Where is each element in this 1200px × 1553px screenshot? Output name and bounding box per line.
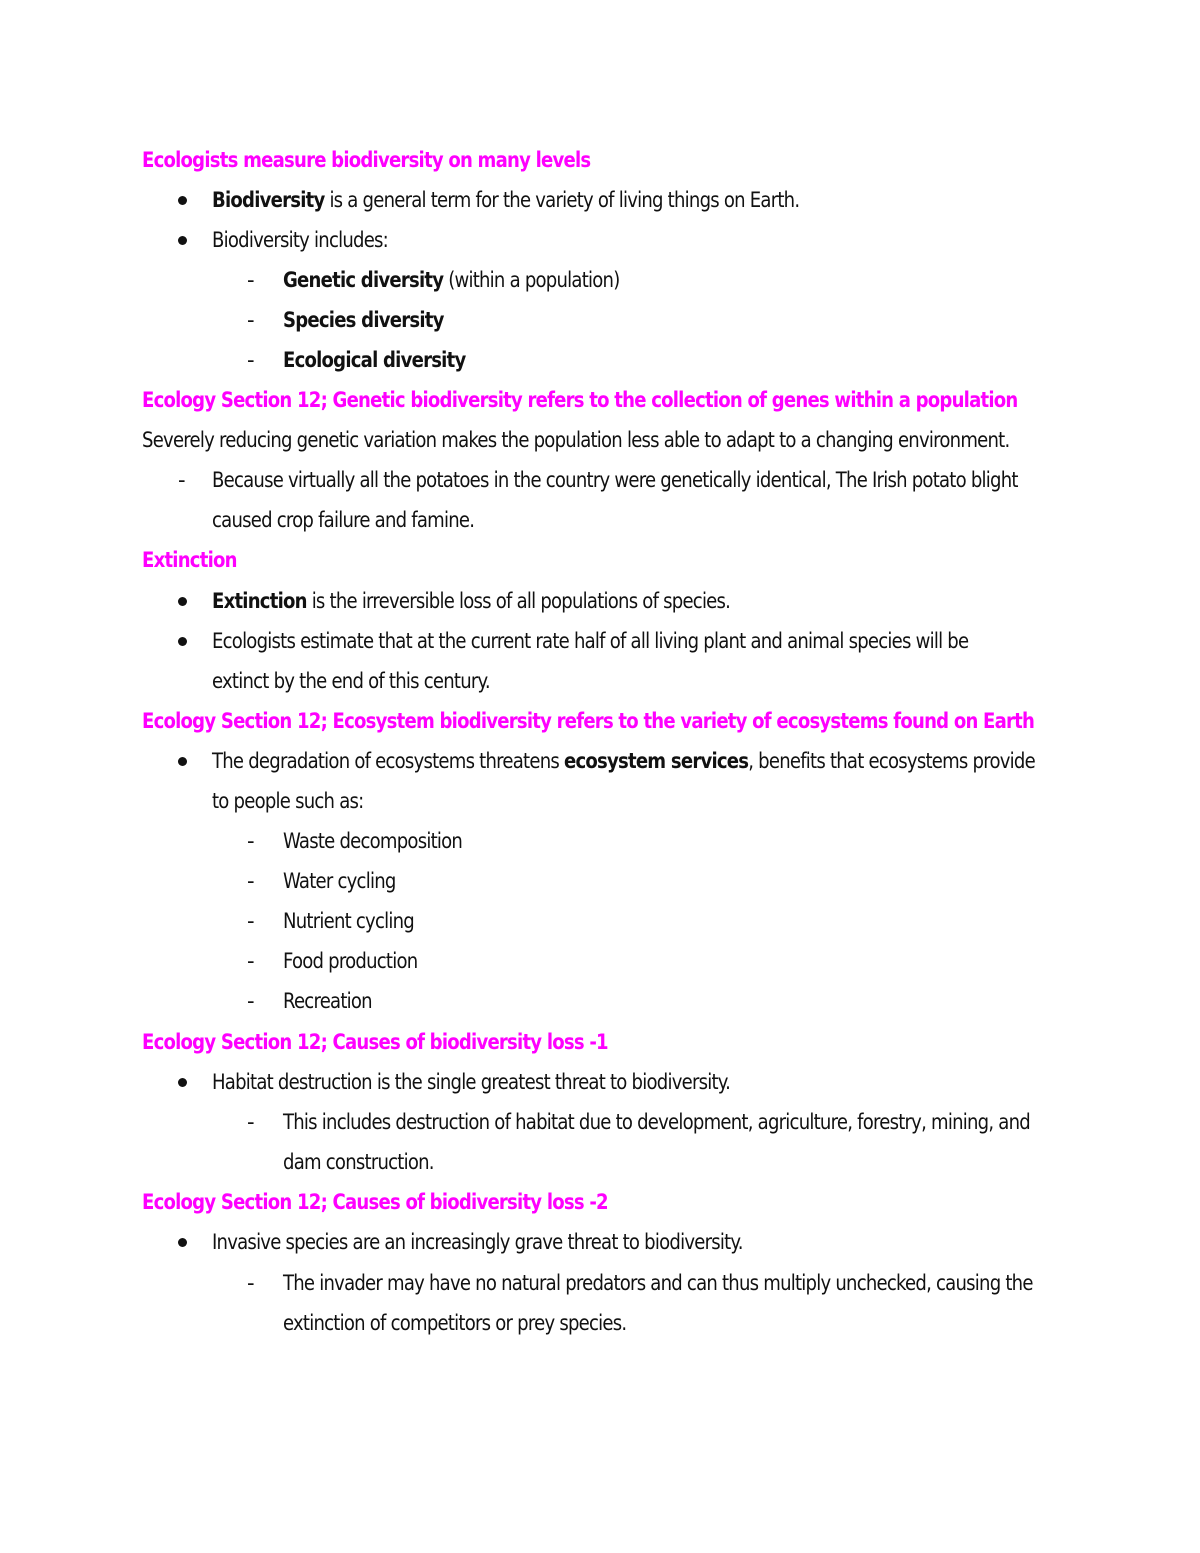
dash-icon: - [247,308,255,332]
list-item-continuation: extinct by the end of this century. [212,669,490,693]
bullet-icon [178,757,187,766]
term: ecosystem services [563,749,749,773]
bullet-icon [178,236,187,245]
dash-icon: - [247,268,255,292]
list-item: Invasive species are an increasingly grave threat to biodiversity. [212,1230,743,1254]
dash-icon: - [247,869,255,893]
dash-icon: - [247,949,255,973]
term: Extinction [212,589,307,613]
term: Genetic diversity [283,268,444,292]
section-heading: Ecology Section 12; Genetic biodiversity refers to the collection of genes within a population [142,388,1018,412]
bullet-icon [178,1238,187,1247]
list-item: Recreation [283,989,372,1013]
dash-icon: - [247,1110,255,1134]
term: Biodiversity [212,188,325,212]
list-item: Ecological diversity [283,348,466,372]
section-heading: Extinction [142,548,237,572]
list-item-continuation: extinction of competitors or prey species. [283,1311,627,1335]
list-item: Biodiversity includes: [212,228,389,252]
list-item-continuation: to people such as: [212,789,364,813]
dash-icon: - [247,909,255,933]
list-item: Habitat destruction is the single greatest threat to biodiversity. [212,1070,731,1094]
list-item: Nutrient cycling [283,909,414,933]
dash-icon: - [247,829,255,853]
text: is the irreversible loss of all populations of species. [306,589,731,613]
list-item: Ecologists estimate that at the current rate half of all living plant and animal species will be [212,629,969,653]
section-heading: Ecology Section 12; Ecosystem biodiversity refers to the variety of ecosystems found on Earth [142,709,1035,733]
dash-icon: - [247,348,255,372]
list-item-continuation: caused crop failure and famine. [212,508,475,532]
list-item [212,741,1035,781]
list-item: Because virtually all the potatoes in the country were genetically identical, The Irish potato blight [212,468,1018,492]
section-heading: Ecology Section 12; Causes of biodiversity loss -2 [142,1190,608,1214]
paragraph: Severely reducing genetic variation makes the population less able to adapt to a changing environment. [142,428,1010,452]
bullet-icon [178,1078,187,1087]
section-heading: Ecologists measure biodiversity on many levels [142,148,591,172]
list-item: Food production [283,949,418,973]
list-item: Species diversity [283,308,444,332]
text: , benefits that ecosystems provide [748,749,1035,773]
text: is a general term for the variety of living things on Earth. [324,188,800,212]
bullet-icon [178,597,187,606]
bullet-icon [178,637,187,646]
bullet-icon [178,196,187,205]
text: (within a population) [443,268,620,292]
section-heading: Ecology Section 12; Causes of biodiversity loss -1 [142,1030,608,1054]
dash-icon: - [247,989,255,1013]
list-item-continuation: dam construction. [283,1150,434,1174]
list-item [283,260,619,300]
list-item: Waste decomposition [283,829,463,853]
list-item: This includes destruction of habitat due to development, agriculture, forestry, mining, and [283,1110,1030,1134]
list-item: The invader may have no natural predators and can thus multiply unchecked, causing the [283,1271,1033,1295]
list-item [212,581,730,621]
dash-icon: - [247,1271,255,1295]
list-item: Water cycling [283,869,396,893]
dash-icon: - [178,468,186,492]
list-item [212,180,799,220]
text: The degradation of ecosystems threatens [212,749,564,773]
